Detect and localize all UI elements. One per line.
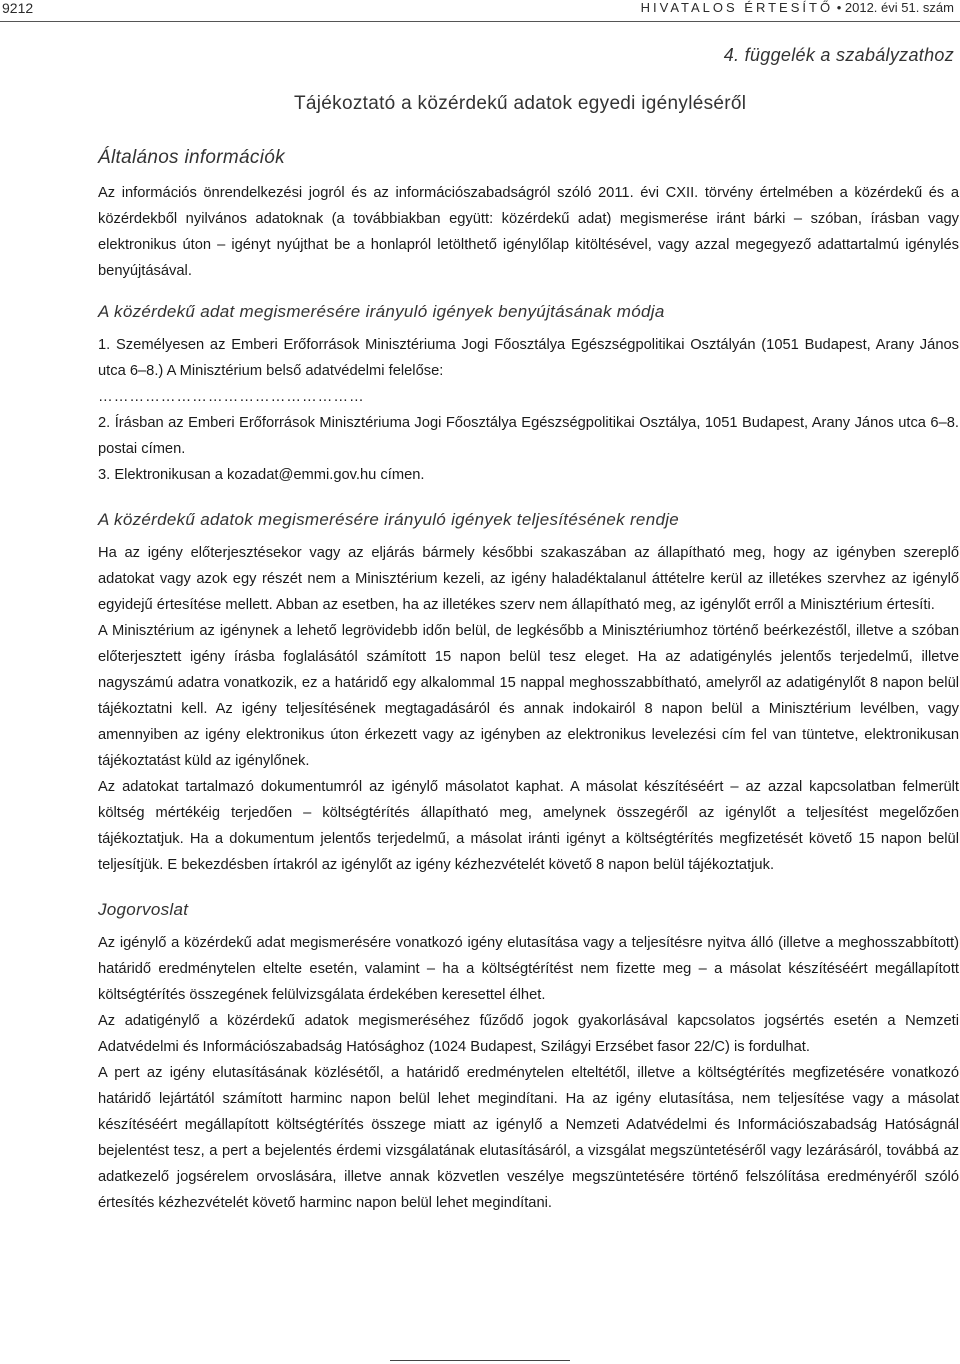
remedy-heading: Jogorvoslat [98, 900, 189, 919]
remedy-paragraph-2: Az adatigénylő a közérdekű adatok megismeréséhez fűződő jogok gyakorlásával kapcsolatos jogsértés esetén a Nemzeti Adatvédelmi és Információszabadság Hatósághoz (1024 Budapest, Szilágyi Erzsébet fasor 22/C) is fordulhat. [98, 1013, 959, 1055]
submission-item-1: 1. Személyesen az Emberi Erőforrások Minisztériuma Jogi Főosztálya Egészségpolitikai Osztályán (1051 Budapest, Arany János utca 6–8.) A Minisztérium belső adatvédelmi felelőse: [98, 337, 959, 379]
header-rule [0, 21, 960, 22]
fulfilment-paragraph-2: A Minisztérium az igénynek a lehető legrövidebb időn belül, de legkésőbb a Minisztériumhoz történő beérkezéstől, illetve a szóban előterjesztett igény írásba foglalásától számított 15 napon belül tesz eleget. Ha az adatigénylés jelentős terjedelmű, illetve nagyszámú adatra vonatkozik, ez a határidő egy alkalommal 15 nappal meghosszabbítható, amelyről az adatigénylőt 8 napon belül tájékoztatni kell. Az igény teljesítésének megtagadásáról és annak indokairól 8 napon belül a Minisztérium levélben, vagy amennyiben az igény elektronikus úton érkezett vagy az igényben az elektronikus levelezési cím fel van tüntetve, elektronikusan tájékoztatást küld az igénylőnek. [98, 623, 959, 769]
fulfilment-heading: A közérdekű adatok megismerésére irányuló igények teljesítésének rendje [98, 510, 680, 529]
appendix-label: 4. függelék a szabályzathoz [723, 45, 954, 65]
issue-number: 2012. évi 51. szám [844, 0, 954, 15]
intro-paragraph: Az információs önrendelkezési jogról és az információszabadságról szóló 2011. évi CXII. törvény értelmében a közérdekű és a közérdekből nyilvános adatoknak (a továbbiakban együtt: közérdekű adat) megismerése iránt bárki – szóban, írásban vagy elektronikus úton – igényt nyújthat be a honlapról letölthető igénylőlap kitöltésével, vagy azzal megegyező adattartalmú igénylés benyújtásával. [98, 185, 959, 279]
footer-rule [390, 1360, 570, 1361]
main-content [98, 180, 959, 1216]
page-number: 9212 [2, 0, 34, 16]
submission-item-2: 2. Írásban az Emberi Erőforrások Minisztériuma Jogi Főosztálya Egészségpolitikai Osztálya, 1051 Budapest, Arany János utca 6–8. postai címen. [98, 415, 959, 457]
fulfilment-paragraph-1: Ha az igény előterjesztésekor vagy az eljárás bármely későbbi szakaszában az állapítható meg, hogy az igényben szereplő adatokat vagy azok egy részét nem a Minisztérium kezeli, az igény haladéktalanul áttételre kerül az illetékes szervhez az igénylő egyidejű értesítése mellett. Abban az esetben, ha az illetékes szerv nem állapítható meg, az igénylőt erről a Minisztérium értesíti. [98, 545, 959, 613]
separator-dot: • [836, 0, 845, 15]
remedy-paragraph-3: A pert az igény elutasításának közlésétől, a határidő eredménytelen elteltétől, illetve a költségtérítés megfizetésére vonatkozó határidő lejártától számított harminc napon belül lehet megindítani. Ha az igény elutasítása, nem teljesítése vagy a másolat készítéséért megállapított költségtérítés összege miatt az igénylő a Nemzeti Adatvédelmi és Információszabadság Hatóságnál bejelentést tesz, a pert a bejelentés érdemi vizsgálatának elutasításáról, a vizsgálat megszüntetéséről vagy lezárásáról, továbbá az adatkezelő jogsérelem orvoslására, illetve annak közvetlen veszélye megszüntetésére történő felszólítása eredményéről szóló értesítés kézhezvételét követő harminc napon belül lehet megindítani. [98, 1065, 959, 1211]
fulfilment-paragraph-3: Az adatokat tartalmazó dokumentumról az igénylő másolatot kaphat. A másolat készítéséért – az azzal kapcsolatban felmerült költség mértékéig terjedően – költségtérítés állapítható meg, amelynek összegéről az igénylőt a teljesítést megelőzően tájékoztatjuk. Ha a dokumentum jelentős terjedelmű, a másolat iránti igényt a költségtérítés megfizetését követő 15 napon belül teljesítjük. E bekezdésben írtakról az igénylőt az igény kézhezvételét követő 8 napon belül tájékoztatjuk. [98, 779, 959, 873]
publication-name: HIVATALOS ÉRTESÍTŐ [640, 0, 834, 15]
document-title: Tájékoztató a közérdekű adatok egyedi igényléséről [294, 93, 747, 114]
general-info-heading: Általános információk [98, 147, 285, 168]
submission-item-3: 3. Elektronikusan a kozadat@emmi.gov.hu címen. [98, 467, 425, 483]
remedy-paragraph-1: Az igénylő a közérdekű adat megismerésére vonatkozó igény elutasítása vagy a teljesítésre nyitva álló (illetve a meghosszabbított) határidő eredménytelen eltelte esetén, valamint – ha a költségtérítést nem fizette meg – a másolat készítéséért megállapított költségtérítés összegének felülvizsgálata érdekében keresettel élhet. [98, 935, 959, 1003]
dpo-placeholder-dots: …………………………………………… [98, 389, 365, 405]
submission-heading: A közérdekű adat megismerésére irányuló igények benyújtásának módja [98, 302, 665, 321]
running-header [641, 0, 954, 15]
